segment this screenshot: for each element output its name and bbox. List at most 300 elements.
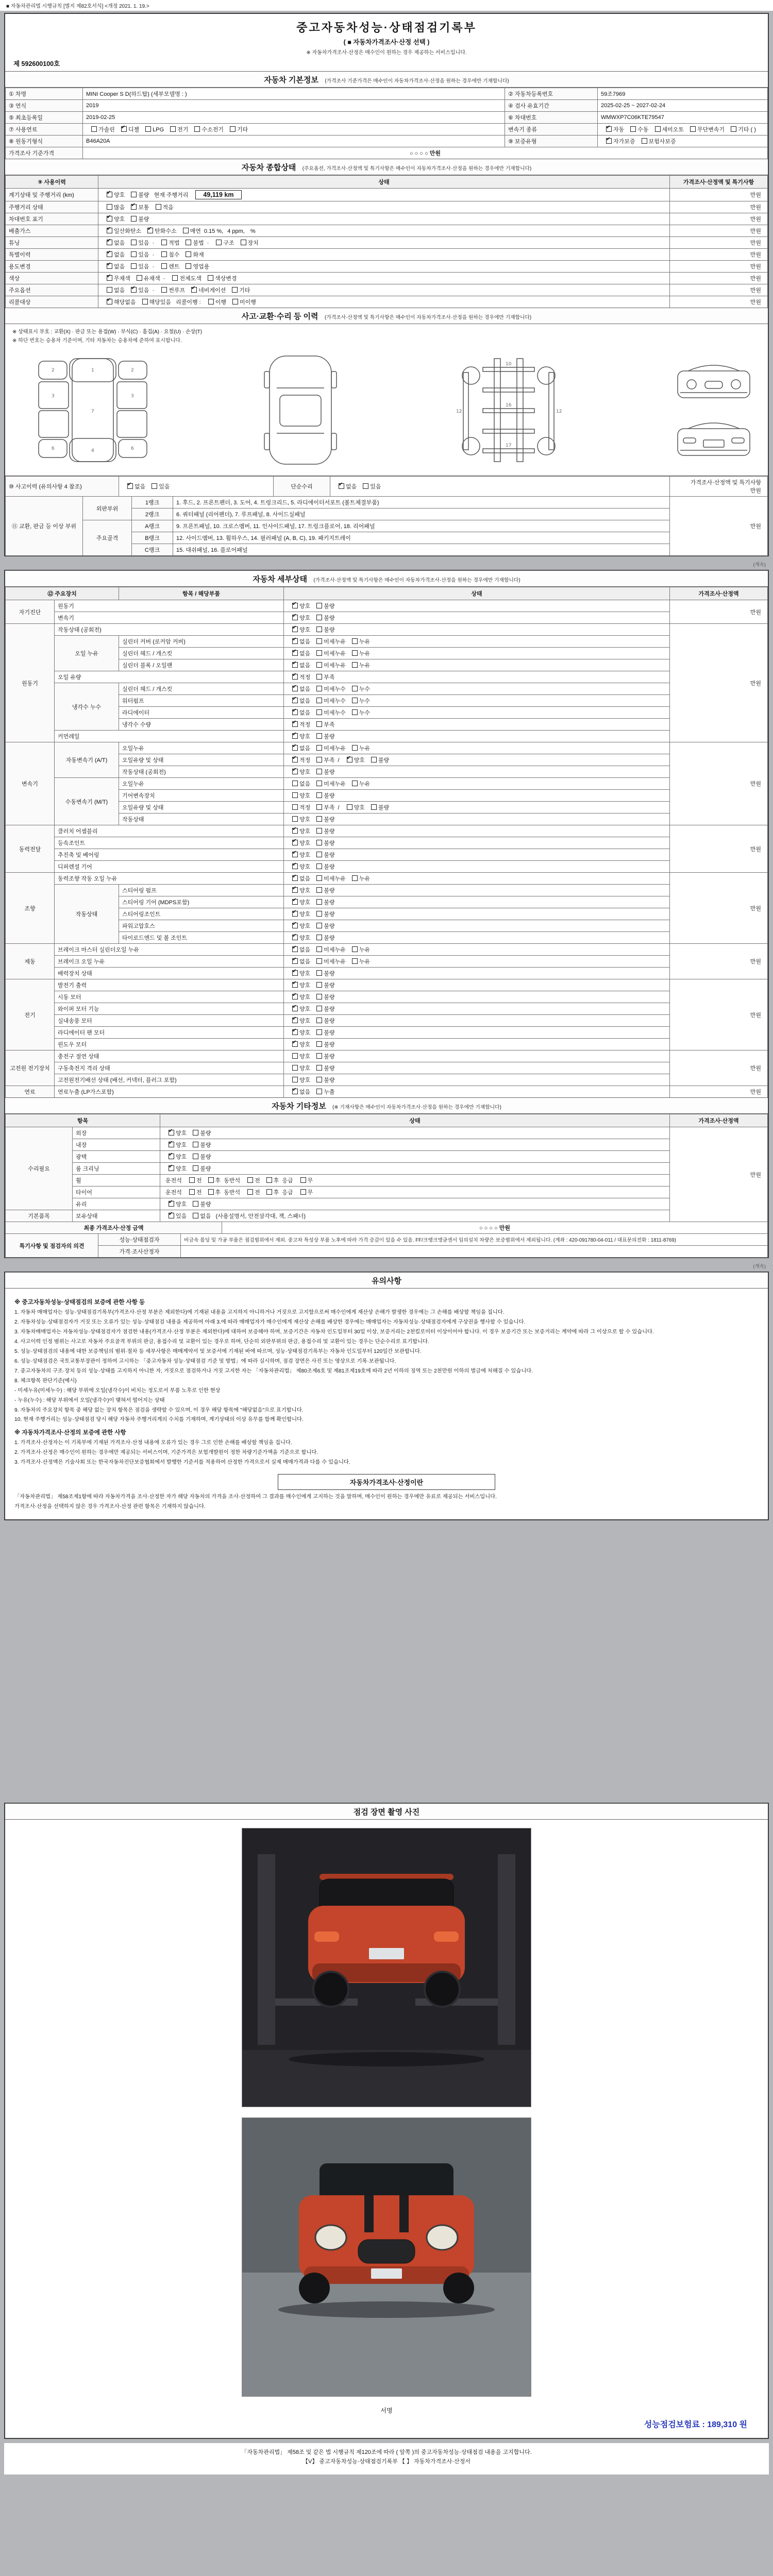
checkbox[interactable]: [131, 240, 137, 245]
checkbox[interactable]: [169, 1142, 174, 1147]
row-state: [98, 273, 670, 284]
checkbox[interactable]: [371, 804, 377, 810]
checkbox-label: 후: [215, 1190, 221, 1196]
checkbox[interactable]: [316, 970, 322, 976]
checkbox[interactable]: [292, 662, 298, 668]
checkbox[interactable]: [316, 1065, 322, 1071]
table-row: [6, 742, 768, 754]
checkbox[interactable]: [147, 228, 153, 233]
checkbox[interactable]: [316, 709, 322, 715]
checkbox[interactable]: [186, 240, 191, 245]
table-row: [6, 520, 768, 532]
device-subgroup: 오일 누유: [55, 636, 119, 671]
row-state: [98, 284, 670, 296]
diagram-underbody: [431, 351, 586, 469]
notes-heading-1: ※ 중고자동차성능·상태점검의 보증에 관한 사항 등: [14, 1299, 145, 1306]
checkbox[interactable]: [316, 1006, 322, 1011]
checkbox[interactable]: [241, 240, 246, 245]
checkbox[interactable]: [292, 828, 298, 834]
checkbox[interactable]: [690, 126, 696, 132]
checkbox[interactable]: [170, 126, 176, 132]
table-row: [6, 1062, 768, 1074]
checkbox[interactable]: [194, 126, 200, 132]
inspection-fee: [5, 2415, 768, 2438]
checkbox[interactable]: [352, 781, 358, 786]
checkbox[interactable]: [316, 946, 322, 952]
checkbox[interactable]: [292, 994, 298, 999]
checkbox[interactable]: [347, 804, 352, 810]
opinion-table: [5, 1233, 768, 1258]
device-item: 커먼레일: [55, 731, 284, 742]
checkbox[interactable]: [292, 615, 298, 620]
checkbox[interactable]: [352, 686, 358, 691]
checkbox[interactable]: [247, 1189, 253, 1195]
table-row: [6, 497, 768, 509]
note-item: 5. 성능·상태점검의 내용에 대한 보증책임의 범위·절차 등 세부사항은 매매계약서 및 보증서에 기재된 바에 따르며, 성능·상태점검기록부는 자동차 인도일부터 120일간 보관합니다.: [14, 1348, 422, 1354]
checkbox[interactable]: [216, 240, 222, 245]
note-item: - 미세누유(미세누수) : 해당 부위에 오일(냉각수)이 비치는 정도로서 부품 노후로 인한 현상: [14, 1387, 221, 1394]
checkbox[interactable]: [352, 650, 358, 656]
device-item: 스티어링 기어 (MDPS포함): [119, 896, 284, 908]
checkbox[interactable]: [316, 1018, 322, 1023]
checkbox-label: 불량: [324, 935, 335, 941]
checkbox[interactable]: [316, 792, 322, 798]
checkbox[interactable]: [208, 1177, 214, 1183]
device-state: [284, 825, 670, 837]
device-group: 조향: [6, 873, 55, 944]
inline-text: %: [248, 228, 256, 234]
checkbox[interactable]: [107, 299, 112, 304]
checkbox[interactable]: [292, 887, 298, 893]
checkbox-label: 해당있음: [149, 299, 172, 306]
checkbox[interactable]: [107, 204, 112, 210]
checkbox[interactable]: [107, 275, 112, 281]
checkbox[interactable]: [316, 1077, 322, 1082]
checkbox[interactable]: [292, 946, 298, 952]
device-item: 실린더 헤드 / 개스킷: [119, 648, 284, 659]
checkbox[interactable]: [316, 1053, 322, 1059]
checkbox-label: 불량: [324, 971, 335, 977]
device-item: 발전기 출력: [55, 979, 284, 991]
checkbox-label: 후: [215, 1178, 221, 1184]
checkbox[interactable]: [316, 603, 322, 608]
checkbox[interactable]: [316, 615, 322, 620]
checkbox[interactable]: [292, 1041, 298, 1047]
checkbox[interactable]: [292, 650, 298, 656]
checkbox[interactable]: [316, 638, 322, 644]
checkbox[interactable]: [316, 1029, 322, 1035]
checkbox-label: 양호: [114, 216, 125, 223]
checkbox-label: 누유: [359, 651, 371, 657]
rank-label: 1랭크: [132, 497, 173, 509]
checkbox[interactable]: [352, 709, 358, 715]
section-summary-title: 자동차 종합상태: [241, 163, 296, 172]
rank-group: 외판부위: [83, 497, 132, 520]
device-state: [284, 991, 670, 1003]
final-price-value: ○ ○ ○ ○ 만원: [222, 1222, 768, 1234]
checkbox[interactable]: [107, 192, 112, 197]
svg-text:6: 6: [131, 446, 134, 451]
checkbox[interactable]: [316, 745, 322, 751]
checkbox-label: 양호: [354, 805, 365, 811]
checkbox[interactable]: [316, 662, 322, 668]
checkbox-label: 양호: [114, 192, 125, 198]
checkbox[interactable]: [292, 1018, 298, 1023]
checkbox[interactable]: [300, 1177, 306, 1183]
checkbox[interactable]: [316, 875, 322, 881]
row-label: 계기상태 및 주행거리 (km): [6, 189, 98, 201]
row-state: [98, 296, 670, 308]
checkbox[interactable]: [316, 899, 322, 905]
table-row: [6, 213, 768, 225]
checkbox[interactable]: [186, 263, 191, 269]
section-detail-note: (가격조사·산정액 및 특기사항은 매수인이 자동차가격조사·산정을 원하는 경우에만 기재합니다): [313, 578, 520, 583]
table-row: [6, 1175, 768, 1187]
checkbox[interactable]: [292, 970, 298, 976]
checkbox[interactable]: [131, 204, 137, 210]
checkbox[interactable]: [292, 911, 298, 917]
checkbox[interactable]: [127, 483, 133, 489]
checkbox[interactable]: [292, 733, 298, 739]
checkbox[interactable]: [292, 804, 298, 810]
checkbox[interactable]: [316, 804, 322, 810]
checkbox[interactable]: [169, 1130, 174, 1136]
checkbox[interactable]: [191, 287, 197, 293]
checkbox[interactable]: [292, 757, 298, 762]
checkbox-label: 양호: [299, 1077, 311, 1083]
footer-line: 【V】 중고자동차성능·상태점검기록부 【 】 자동차가격조사·산정서: [303, 2458, 470, 2465]
checkbox[interactable]: [642, 138, 647, 144]
device-state: [284, 849, 670, 861]
checkbox[interactable]: [316, 781, 322, 786]
checkbox[interactable]: [292, 1089, 298, 1094]
checkbox[interactable]: [91, 126, 97, 132]
checkbox-label: 양호: [299, 971, 311, 977]
checkbox-label: 불량: [200, 1166, 211, 1172]
rank-group: 주요골격: [83, 520, 132, 556]
table-row: [6, 112, 768, 124]
checkbox[interactable]: [131, 251, 137, 257]
checkbox[interactable]: [292, 1065, 298, 1071]
checkbox[interactable]: [131, 216, 137, 222]
opinion-text: 비금속 몰딩 및 가공 부품은 점검범위에서 제외. 중고차 특성상 부품 노후에 따라 가격 증감이 있을 수 있음. FF/크랭크앵글센서 임의설치 차량은 보증범위에서 제외됩니다. (계좌 : 420-091780-04-011 / 대표문의전화 : 1811-8769): [181, 1234, 768, 1246]
accident-history-table: [5, 476, 768, 497]
checkbox[interactable]: [131, 192, 137, 197]
device-group: 고전원 전기장치: [6, 1050, 55, 1086]
checkbox-label: 무: [307, 1190, 313, 1196]
checkbox[interactable]: [266, 1189, 272, 1195]
checkbox-label: 없음: [114, 240, 125, 246]
checkbox[interactable]: [316, 686, 322, 691]
table-row: [6, 600, 768, 612]
checkbox[interactable]: [292, 709, 298, 715]
checkbox-label: 누유: [359, 959, 371, 965]
checkbox-label: 부족: [324, 674, 335, 681]
inline-text: 응급: [282, 1190, 293, 1196]
checkbox-label: 영업용: [193, 264, 210, 270]
simple-repair-state: [330, 477, 670, 497]
checkbox[interactable]: [208, 299, 214, 304]
checkbox-label: 있음: [159, 484, 170, 490]
checkbox[interactable]: [161, 263, 167, 269]
table-row: [6, 1151, 768, 1163]
checkbox[interactable]: [193, 1213, 198, 1218]
checkbox[interactable]: [316, 1041, 322, 1047]
checkbox[interactable]: [161, 251, 167, 257]
checkbox[interactable]: [316, 994, 322, 999]
checkbox[interactable]: [169, 1154, 174, 1159]
table-row: [6, 201, 768, 213]
checkbox[interactable]: [292, 626, 298, 632]
checkbox[interactable]: [186, 251, 191, 257]
table-row: [6, 671, 768, 683]
device-state: [284, 1062, 670, 1074]
checkbox[interactable]: [292, 769, 298, 774]
checkbox[interactable]: [137, 275, 142, 281]
checkbox[interactable]: [292, 958, 298, 964]
checkbox[interactable]: [230, 126, 236, 132]
checkbox[interactable]: [193, 1130, 198, 1136]
checkbox-label: 누유: [359, 781, 371, 787]
checkbox[interactable]: [316, 863, 322, 869]
table-row: [6, 1163, 768, 1175]
checkbox[interactable]: [232, 299, 238, 304]
checkbox[interactable]: [371, 757, 377, 762]
checkbox[interactable]: [316, 757, 322, 762]
checkbox[interactable]: [145, 126, 151, 132]
checkbox[interactable]: [316, 840, 322, 845]
checkbox[interactable]: [189, 1189, 195, 1195]
checkbox[interactable]: [316, 828, 322, 834]
checkbox[interactable]: [208, 275, 213, 281]
checkbox[interactable]: [630, 126, 636, 132]
checkbox[interactable]: [292, 875, 298, 881]
checkbox[interactable]: [292, 923, 298, 928]
checkbox[interactable]: [606, 126, 612, 132]
checkbox[interactable]: [121, 126, 127, 132]
checkbox[interactable]: [156, 204, 161, 210]
checkbox[interactable]: [161, 287, 167, 293]
checkbox[interactable]: [352, 745, 358, 751]
basic-info-table: [5, 88, 768, 159]
table-row: [6, 237, 768, 249]
section-accident-header: [5, 308, 768, 324]
note-item: 9. 자동차의 주요장치 항목 중 해당 없는 장치 항목은 점검을 생략할 수 있으며, 이 경우 해당 항목에 "해당없음"으로 표기합니다.: [14, 1407, 304, 1413]
checkbox-label: 수소전기: [201, 127, 224, 133]
checkbox[interactable]: [142, 299, 148, 304]
checkbox[interactable]: [352, 662, 358, 668]
checkbox[interactable]: [292, 638, 298, 644]
checkbox-label: 양호: [176, 1154, 187, 1160]
section-box-notes: [4, 1272, 769, 1520]
checkbox[interactable]: [316, 650, 322, 656]
checkbox[interactable]: [107, 240, 112, 245]
checkbox[interactable]: [193, 1165, 198, 1171]
checkbox-label: 불량: [324, 994, 335, 1001]
checkbox[interactable]: [316, 674, 322, 680]
checkbox[interactable]: [172, 275, 178, 281]
checkbox[interactable]: [292, 721, 298, 727]
checkbox-label: 없음: [299, 781, 311, 787]
device-item: 오일누유: [119, 778, 284, 790]
checkbox-label: 있음: [138, 287, 149, 294]
checkbox[interactable]: [316, 816, 322, 822]
device-state: [284, 790, 670, 802]
checkbox[interactable]: [266, 1177, 272, 1183]
checkbox-label: 불량: [324, 828, 335, 835]
checkbox[interactable]: [731, 126, 736, 132]
checkbox[interactable]: [316, 721, 322, 727]
checkbox-label: 전: [196, 1190, 202, 1196]
device-item: 스티어링조인트: [119, 908, 284, 920]
checkbox[interactable]: [169, 1165, 174, 1171]
etc-table: [5, 1114, 768, 1222]
checkbox[interactable]: [131, 263, 137, 269]
checkbox[interactable]: [316, 852, 322, 857]
checkbox[interactable]: [292, 840, 298, 845]
checkbox[interactable]: [316, 1089, 322, 1094]
checkbox[interactable]: [292, 982, 298, 988]
checkbox[interactable]: [352, 946, 358, 952]
checkbox-label: 누유: [359, 876, 371, 882]
device-group: 연료: [6, 1086, 55, 1098]
checkbox[interactable]: [292, 1006, 298, 1011]
page-continuation-marker: (계속): [753, 1264, 766, 1269]
checkbox[interactable]: [193, 1201, 198, 1207]
checkbox[interactable]: [347, 757, 352, 762]
field-value: 2019: [83, 100, 505, 112]
checkbox[interactable]: [292, 852, 298, 857]
checkbox[interactable]: [292, 863, 298, 869]
checkbox[interactable]: [655, 126, 661, 132]
checkbox[interactable]: [292, 1053, 298, 1059]
inline-text: ·: [207, 240, 209, 246]
checkbox[interactable]: [292, 1029, 298, 1035]
checkbox[interactable]: [606, 138, 612, 144]
checkbox[interactable]: [300, 1189, 306, 1195]
checkbox-label: 불량: [324, 923, 335, 929]
checkbox[interactable]: [316, 769, 322, 774]
checkbox-label: 불량: [324, 1006, 335, 1012]
checkbox[interactable]: [316, 958, 322, 964]
checkbox[interactable]: [131, 287, 137, 293]
section-notes-title: 유의사항: [372, 1277, 401, 1285]
checkbox[interactable]: [169, 1213, 174, 1218]
checkbox[interactable]: [352, 958, 358, 964]
checkbox[interactable]: [292, 603, 298, 608]
rank-label: C랭크: [132, 544, 173, 556]
checkbox-label: 보통: [138, 205, 149, 211]
svg-text:1: 1: [91, 368, 94, 373]
checkbox[interactable]: [292, 792, 298, 798]
checkbox[interactable]: [193, 1154, 198, 1159]
checkbox[interactable]: [208, 1189, 214, 1195]
checkbox[interactable]: [292, 745, 298, 751]
checkbox[interactable]: [292, 686, 298, 691]
device-item: 추진축 및 베어링: [55, 849, 284, 861]
checkbox[interactable]: [292, 698, 298, 703]
checkbox[interactable]: [316, 698, 322, 703]
checkbox[interactable]: [161, 240, 167, 245]
checkbox[interactable]: [232, 287, 238, 293]
checkbox[interactable]: [352, 638, 358, 644]
checkbox-label: 썬루프: [169, 287, 186, 294]
field-label: 변속기 종류: [505, 124, 598, 135]
checkbox[interactable]: [316, 911, 322, 917]
checkbox[interactable]: [169, 1201, 174, 1207]
diagram-end-views: [670, 355, 758, 465]
table-row: [6, 284, 768, 296]
checkbox[interactable]: [107, 263, 112, 269]
checkbox[interactable]: [247, 1177, 253, 1183]
col-state: 상태: [284, 587, 670, 600]
opinion-role: 성능·상태점검자: [98, 1234, 181, 1246]
checkbox[interactable]: [339, 483, 344, 489]
checkbox[interactable]: [316, 733, 322, 739]
table-row: [6, 124, 768, 135]
device-state: [284, 671, 670, 683]
checkbox-label: 불량: [324, 888, 335, 894]
device-state: [284, 1015, 670, 1027]
device-state: [284, 636, 670, 648]
checkbox[interactable]: [107, 251, 112, 257]
checkbox[interactable]: [152, 483, 157, 489]
device-item: 클러치 어셈블리: [55, 825, 284, 837]
checkbox-label: 누수: [359, 710, 371, 716]
checkbox[interactable]: [316, 626, 322, 632]
checkbox[interactable]: [107, 228, 112, 233]
checkbox[interactable]: [292, 674, 298, 680]
checkbox-label: 적정: [299, 757, 311, 764]
panel-rank-table: [5, 496, 768, 556]
checkbox[interactable]: [316, 982, 322, 988]
checkbox[interactable]: [292, 1077, 298, 1082]
checkbox[interactable]: [107, 287, 112, 293]
checkbox[interactable]: [189, 1177, 195, 1183]
checkbox[interactable]: [292, 816, 298, 822]
device-state: [284, 612, 670, 624]
etc-state: [160, 1210, 670, 1222]
device-item: 윈도우 모터: [55, 1039, 284, 1050]
checkbox[interactable]: [363, 483, 368, 489]
checkbox[interactable]: [107, 216, 112, 222]
checkbox[interactable]: [292, 899, 298, 905]
checkbox[interactable]: [183, 228, 189, 233]
table-row: [6, 979, 768, 991]
signature-label[interactable]: 서명: [380, 2407, 393, 2415]
checkbox[interactable]: [292, 781, 298, 786]
checkbox[interactable]: [316, 935, 322, 940]
opinion-label: 특기사항 및 점검자의 의견: [6, 1234, 98, 1258]
checkbox-label: 없음: [299, 947, 311, 953]
checkbox[interactable]: [193, 1142, 198, 1147]
checkbox[interactable]: [316, 923, 322, 928]
checkbox[interactable]: [352, 698, 358, 703]
checkbox[interactable]: [352, 875, 358, 881]
odometer-value: 49,119 km: [195, 190, 241, 199]
checkbox-label: 세미오토: [662, 127, 684, 133]
checkbox[interactable]: [316, 887, 322, 893]
checkbox-label: 보험사보증: [648, 139, 676, 145]
device-state: [284, 659, 670, 671]
svg-text:3: 3: [131, 394, 134, 399]
price-survey-select[interactable]: ( ■ 자동차가격조사·산정 선택 ): [343, 39, 430, 46]
checkbox[interactable]: [292, 935, 298, 940]
checkbox-label: 없음: [299, 639, 311, 645]
device-state: [284, 814, 670, 825]
checkbox-label: 불량: [324, 817, 335, 823]
section-etc-title: 자동차 기타정보: [272, 1102, 326, 1111]
